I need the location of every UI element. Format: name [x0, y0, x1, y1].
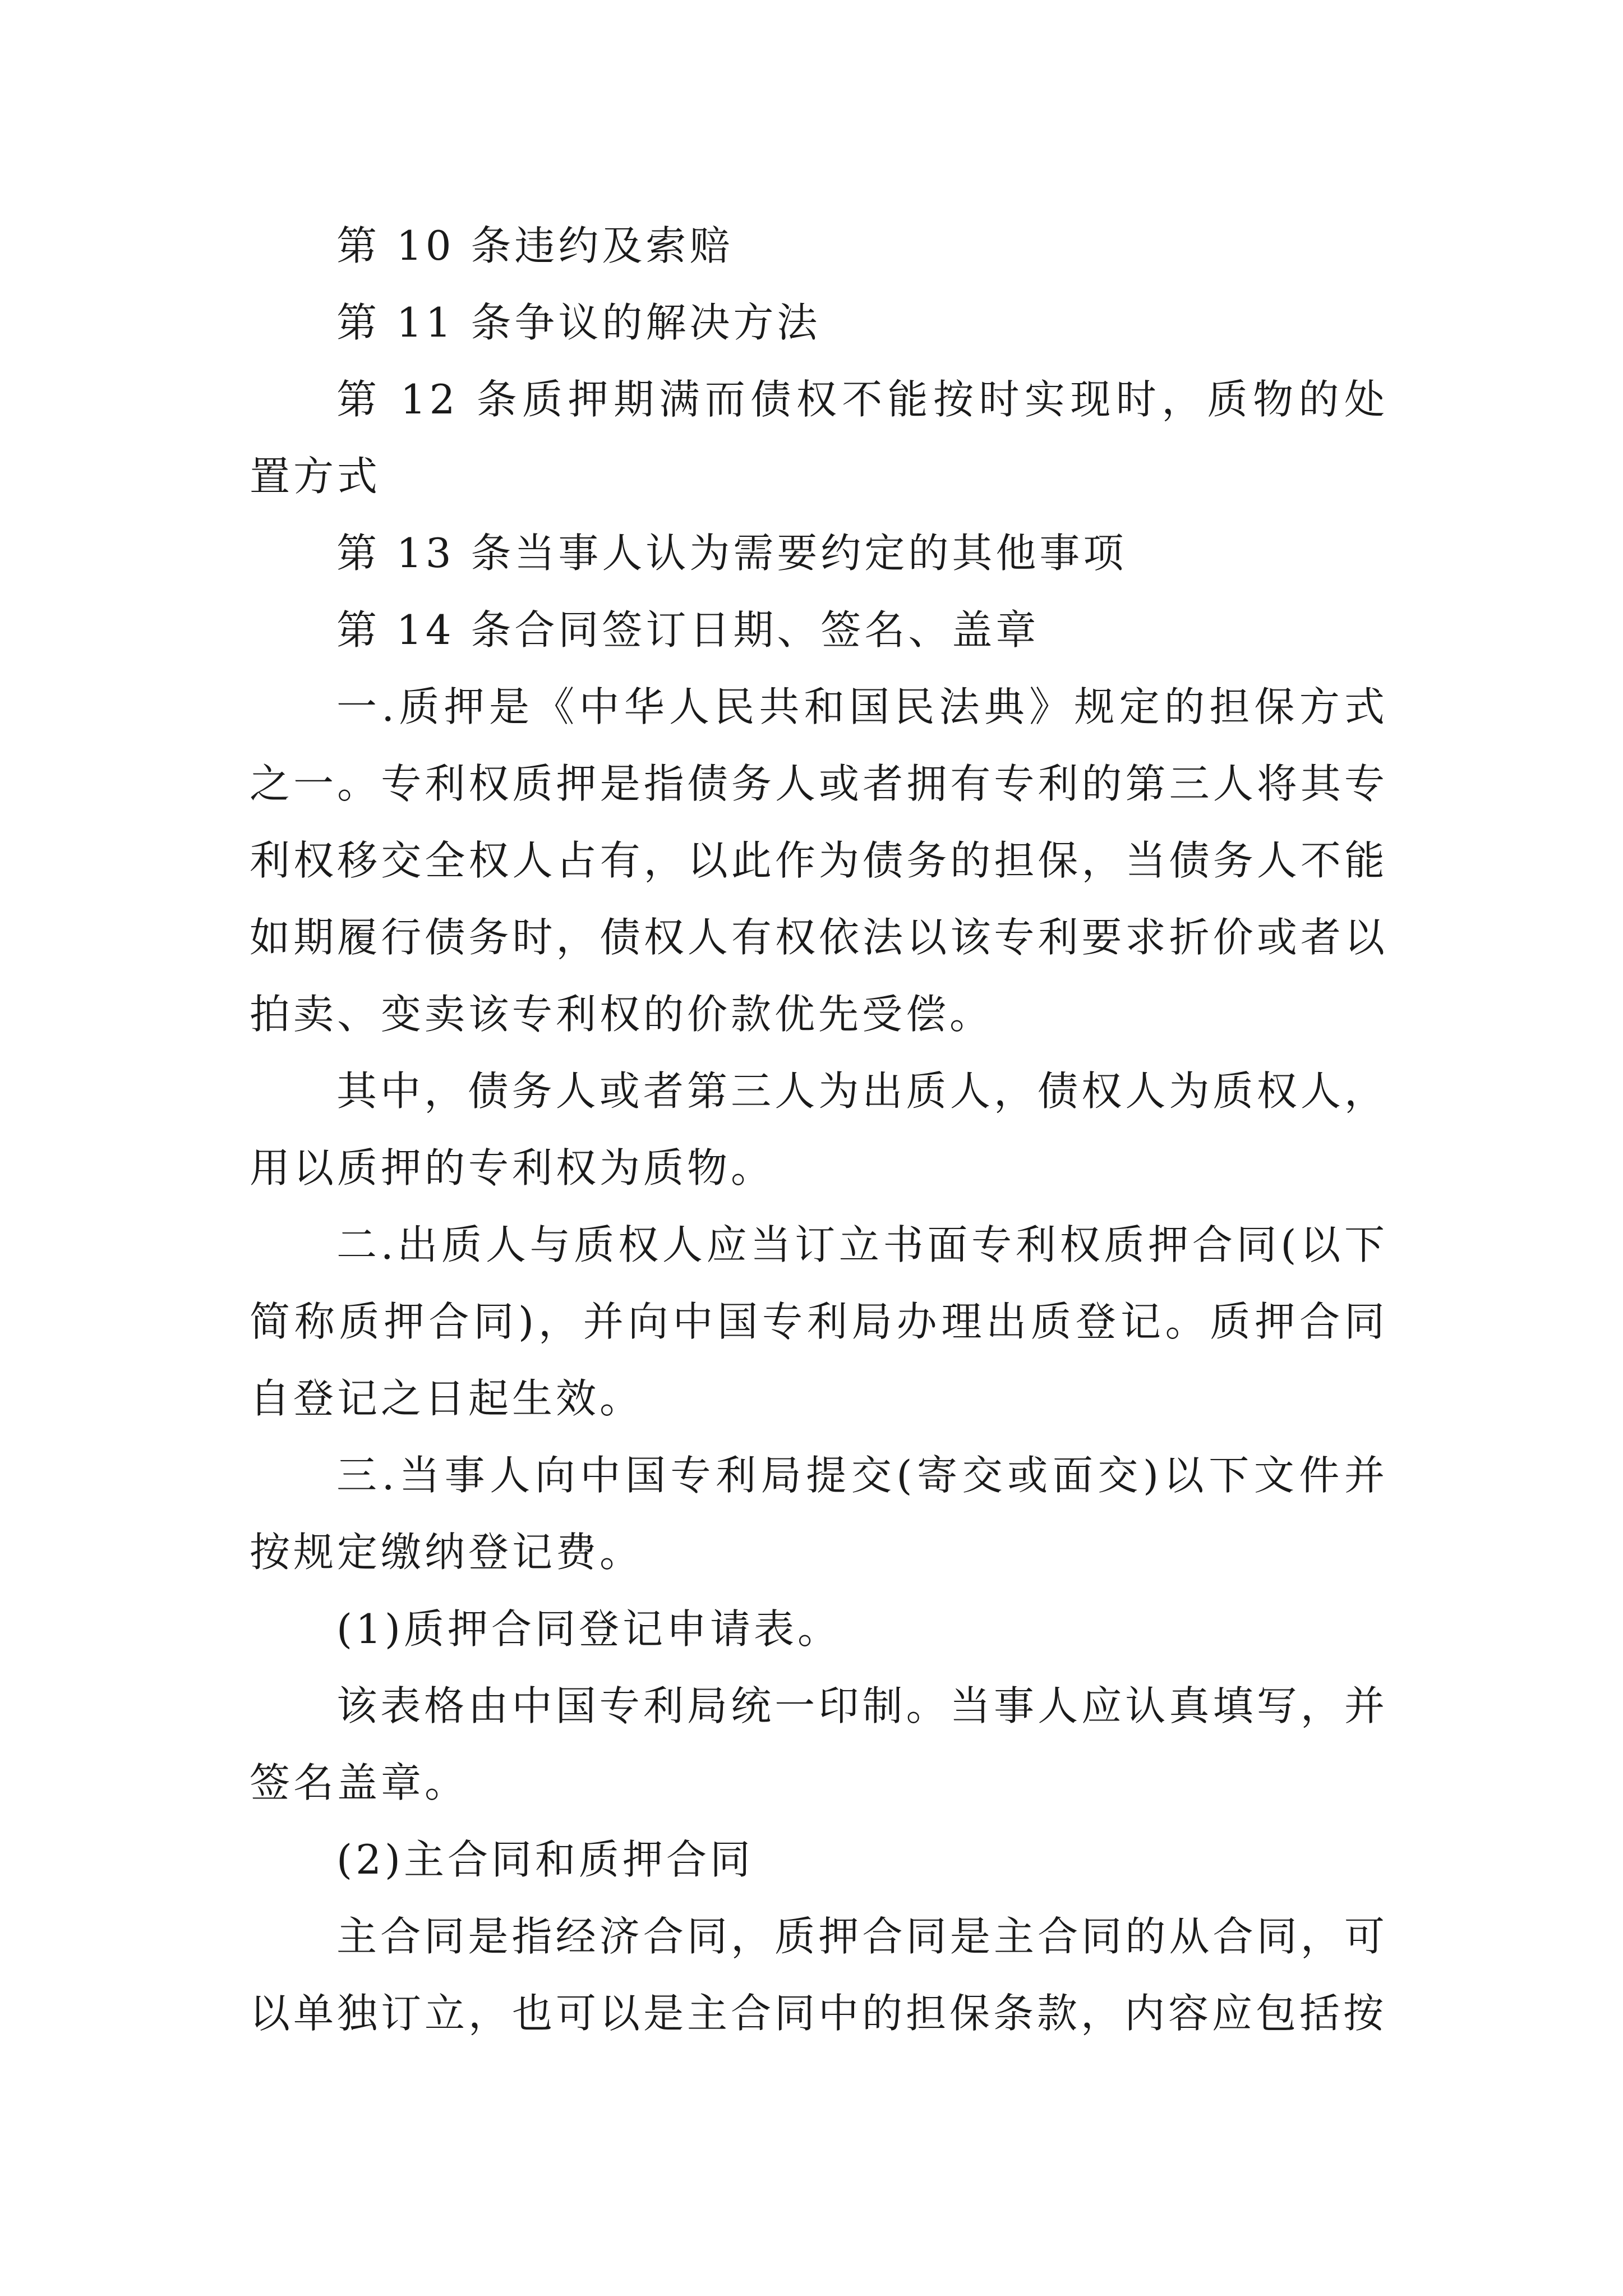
- clause-10: 第 10 条违约及索赔: [336, 222, 734, 269]
- section-one-paragraph: 一.质押是《中华人民共和国民法典》规定的担保方式之一。专利权质押是指债务人或者拥有专利的第三人将其专利权移交全权人占有，以此作为债务的担保，当债务人不能如期履行债务时，债权人有权依法以该专利要求折价或者以拍卖、变卖该专利权的价款优先受偿。: [250, 683, 1388, 1038]
- clause-14: 第 14 条合同签订日期、签名、盖章: [336, 606, 1040, 654]
- clause-11: 第 11 条争议的解决方法: [336, 299, 821, 346]
- item-1-description: 该表格由中国专利局统一印制。当事人应认真填写，并签名盖章。: [250, 1682, 1388, 1806]
- item-2-heading: (2)主合同和质押合同: [336, 1836, 754, 1883]
- clause-12: 第 12 条质押期满而债权不能按时实现时，质物的处置方式: [250, 376, 1388, 500]
- section-three-paragraph: 三.当事人向中国专利局提交(寄交或面交)以下文件并按规定缴纳登记费。: [250, 1452, 1388, 1576]
- section-two-paragraph: 二.出质人与质权人应当订立书面专利权质押合同(以下简称质押合同)，并向中国专利局办理出质登记。质押合同自登记之日起生效。: [250, 1221, 1388, 1422]
- pledgor-definition-paragraph: 其中，债务人或者第三人为出质人，债权人为质权人，用以质押的专利权为质物。: [250, 1068, 1388, 1191]
- document-body: [250, 208, 1388, 2052]
- item-1-heading: (1)质押合同登记申请表。: [336, 1605, 841, 1653]
- item-2-description: 主合同是指经济合同，质押合同是主合同的从合同，可以单独订立，也可以是主合同中的担保条款，内容应包括按: [250, 1913, 1388, 2037]
- clause-13: 第 13 条当事人认为需要约定的其他事项: [336, 530, 1127, 577]
